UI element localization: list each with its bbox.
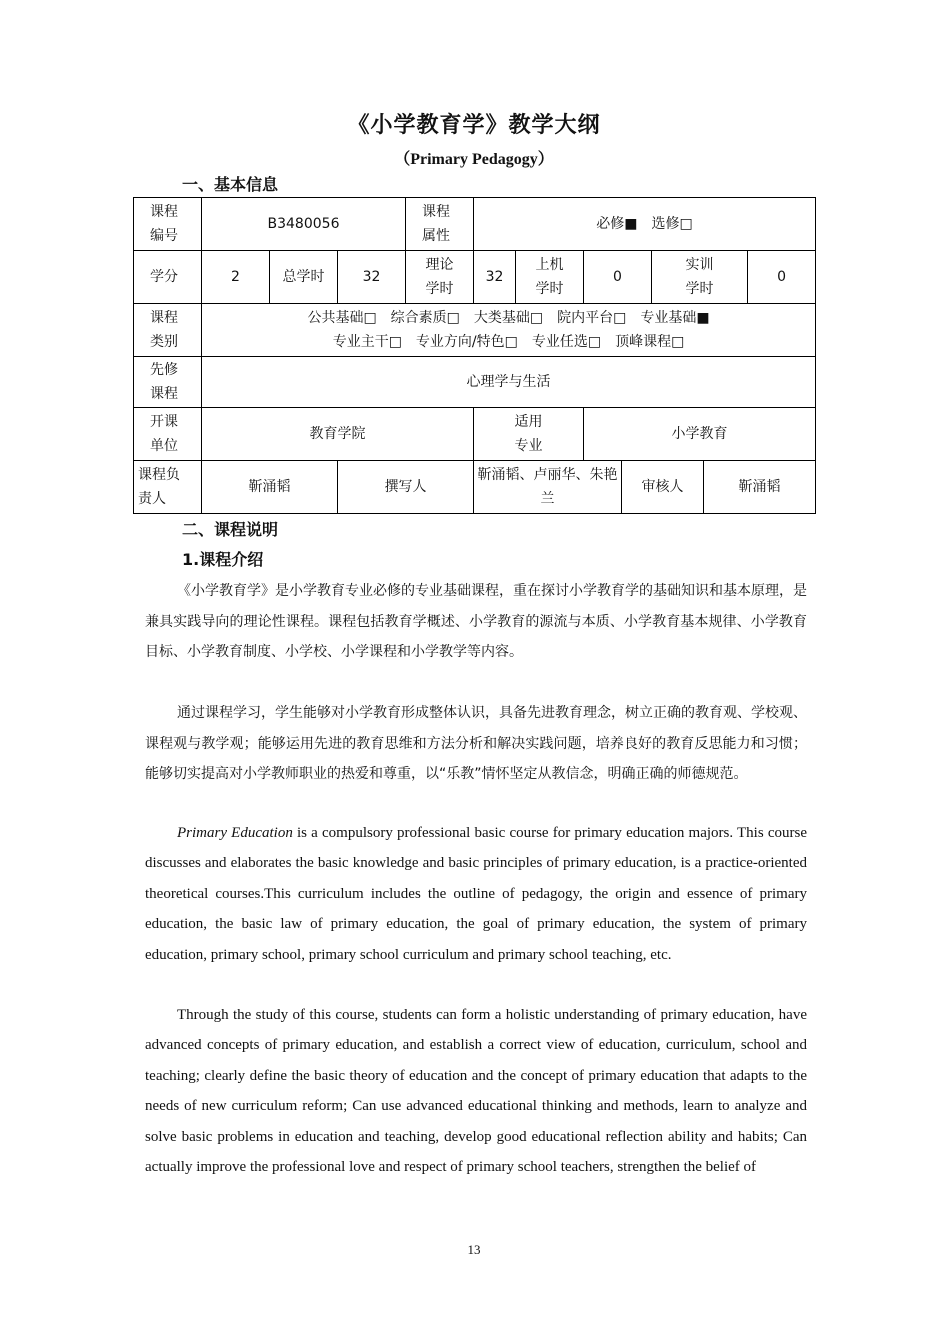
credit-label: 学分 — [134, 251, 202, 304]
paragraph-cn-1: 《小学教育学》是小学教育专业必修的专业基础课程，重在探讨小学教育学的基础知识和基本原理，是兼具实践导向的理论性课程。课程包括教育学概述、小学教育的源流与本质、小学教育基本规律、小学教育目标、小学教育制度、小学校、小学课程和小学教学等内容。 — [145, 583, 807, 660]
practice-hours-value: 0 — [748, 251, 816, 304]
course-code-value: B3480056 — [202, 198, 406, 251]
writer-label: 撰写人 — [338, 461, 474, 514]
leader-value: 靳涌韬 — [202, 461, 338, 514]
category-options-line1: 公共基础□ 综合素质□ 大类基础□ 院内平台□ 专业基础■ — [307, 310, 710, 326]
paragraph-en-1-text: is a compulsory professional basic course for primary education majors. This course discusses and elaborates the basic knowledge and basic principles of primary education, is a practice-oriented theoretical courses.This curriculum includes the outline of pedagogy, the origin and essence of primary education, the basic law of primary education, the goal of primary education, the system of primary education, primary school, primary school curriculum and primary school teaching, etc. — [145, 825, 807, 963]
unit-label: 开课 单位 — [134, 408, 202, 461]
prereq-value: 心理学与生活 — [202, 357, 816, 408]
credit-value: 2 — [202, 251, 270, 304]
course-attr-label: 课程 属性 — [406, 198, 474, 251]
paragraph-cn-2: 通过课程学习，学生能够对小学教育形成整体认识，具备先进教育理念，树立正确的教育观、学校观、课程观与教学观；能够运用先进的教育思维和方法分析和解决实践问题，培养良好的教育反思能力和习惯；能够切实提高对小学教师职业的热爱和尊重，以“乐教”情怀坚定从教信念，明确正确的师德规范。 — [145, 705, 807, 782]
computer-hours-value: 0 — [584, 251, 652, 304]
table-row — [134, 357, 816, 408]
reviewer-label: 审核人 — [622, 461, 704, 514]
table-row — [134, 461, 816, 514]
major-label: 适用 专业 — [474, 408, 584, 461]
table-row — [134, 198, 816, 251]
document-subtitle: （Primary Pedagogy） — [394, 151, 554, 168]
reviewer-value: 靳涌韬 — [704, 461, 816, 514]
document-title: 《小学教育学》教学大纲 — [347, 113, 601, 138]
writers-value: 靳涌韬、卢丽华、朱艳兰 — [474, 461, 622, 514]
paragraph-en-1 — [145, 818, 807, 970]
major-value: 小学教育 — [584, 408, 816, 461]
category-options-line2: 专业主干□ 专业方向/特色□ 专业任选□ 顶峰课程□ — [332, 334, 685, 350]
course-code-label: 课程 编号 — [134, 198, 202, 251]
subsection-heading-course-intro: 1.课程介绍 — [182, 550, 264, 569]
course-attr-value: 必修■ 选修□ — [474, 198, 816, 251]
practice-hours-label: 实训 学时 — [652, 251, 748, 304]
table-row — [134, 408, 816, 461]
category-options — [202, 304, 816, 357]
prereq-label: 先修 课程 — [134, 357, 202, 408]
paragraph-en-2: Through the study of this course, students can form a holistic understanding of primary education, have advanced concepts of primary education, and establish a correct view of education, curriculum, school and teaching; clearly define the basic theory of education and the concept of primary education that adapts to the needs of new curriculum reform; Can use advanced educational thinking and methods, learn to analyze and solve basic problems in education and teaching, develop good educational reflection ability and habits; Can actually improve the professional love and respect of primary school teachers, strengthen the belief of — [145, 1007, 807, 1176]
table-row — [134, 304, 816, 357]
page-number: 13 — [467, 1242, 481, 1257]
course-name-italic: Primary Education — [177, 825, 293, 841]
section-heading-course-description: 二、课程说明 — [182, 520, 279, 539]
table-row — [134, 251, 816, 304]
computer-hours-label: 上机 学时 — [516, 251, 584, 304]
basic-info-table — [133, 197, 816, 514]
leader-label: 课程负 责人 — [134, 461, 202, 514]
section-heading-basic-info: 一、基本信息 — [182, 175, 279, 194]
theory-hours-value: 32 — [474, 251, 516, 304]
unit-value: 教育学院 — [202, 408, 474, 461]
theory-hours-label: 理论 学时 — [406, 251, 474, 304]
category-label: 课程 类别 — [134, 304, 202, 357]
total-hours-value: 32 — [338, 251, 406, 304]
total-hours-label: 总学时 — [270, 251, 338, 304]
